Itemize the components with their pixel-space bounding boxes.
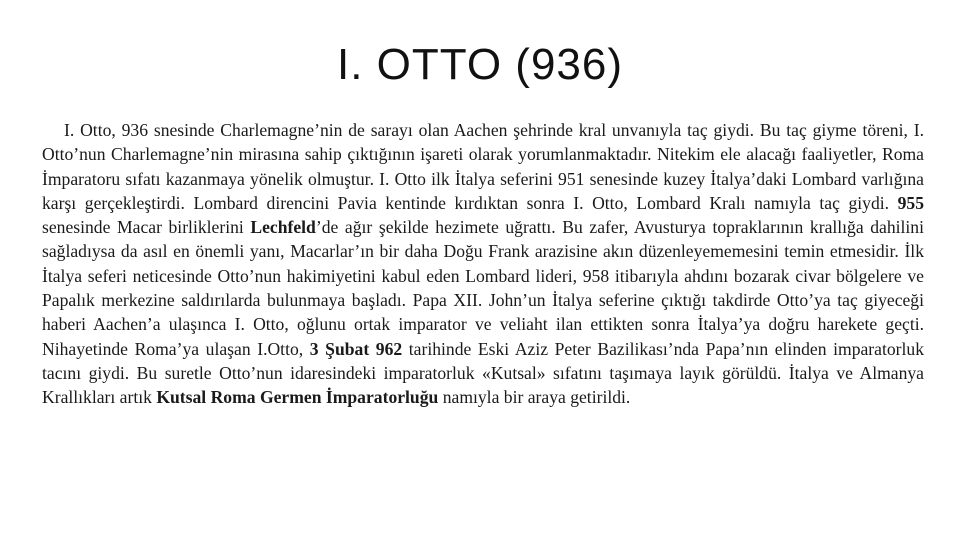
paragraph-segment: tarihinde Eski Aziz Peter Bazilikası’nda Papa’nın elinden imparatorluk tacını giydi. Bu suretle Otto’nun idaresindeki imparatorluk «Kutsal» sıfatını taşımaya layık görüldü. İtalya ve Almanya Krallıkları artık <box>42 338 924 408</box>
bold-empire-name: Kutsal Roma Germen İmparatorluğu <box>156 387 439 408</box>
paragraph-segment: senesinde Macar birliklerini <box>42 217 251 238</box>
paragraph-segment: I. Otto, 936 snesinde Charlemagne’nin de sarayı olan Aachen şehrinde kral unvanıyla taç giydi. Bu taç giyme töreni, I. Otto’nun Charlemagne’nin mirasına sahip çıktığının işareti olarak yorumlanmaktadır. Nitekim ele alacağı faaliyetler, Roma İmparatoru sıfatı kazanmaya yönelik olmuştur. I. Otto ilk İtalya seferini 951 senesinde kuzey İtalya’daki Lombard varlığına karşı gerçekleştirdi. Lombard direncini Pavia kentinde kırdıktan sonra I. Otto, Lombard Kralı namıyla taç giydi. <box>42 120 924 213</box>
paragraph-segment: ’de ağır şekilde hezimete uğrattı. Bu zafer, Avusturya topraklarının krallığa dahilini sağladıysa da asıl en önemli yanı, Macarlar’ın bir daha Doğu Frank arazisine akın düzenleyememesini temin etmesidir. İlk İtalya seferi neticesinde Otto’nun hakimiyetini kabul eden Lombard lideri, 958 itibarıyla ahdını bozarak civar bölgelere ve Papalık merkezine saldırılarda bulunmaya başladı. Papa XII. John’un İtalya seferine çıktığı takdirde Otto’ya taç giyeceği haberi Aachen’a ulaşınca I. Otto, oğlunu ortak imparator ve veliaht ilan ettikten sonra İtalya’ya doğru harekete geçti. Nihayetinde Roma’ya ulaşan I.Otto, <box>42 217 924 359</box>
bold-place-lechfeld: Lechfeld <box>250 217 316 238</box>
paragraph-segment: namıyla bir araya getirildi. <box>438 387 631 408</box>
bold-year-955: 955 <box>897 192 924 213</box>
body-paragraph <box>42 118 924 410</box>
bold-date-962: 3 Şubat 962 <box>309 338 403 359</box>
slide-title: I. OTTO (936) <box>336 40 624 89</box>
